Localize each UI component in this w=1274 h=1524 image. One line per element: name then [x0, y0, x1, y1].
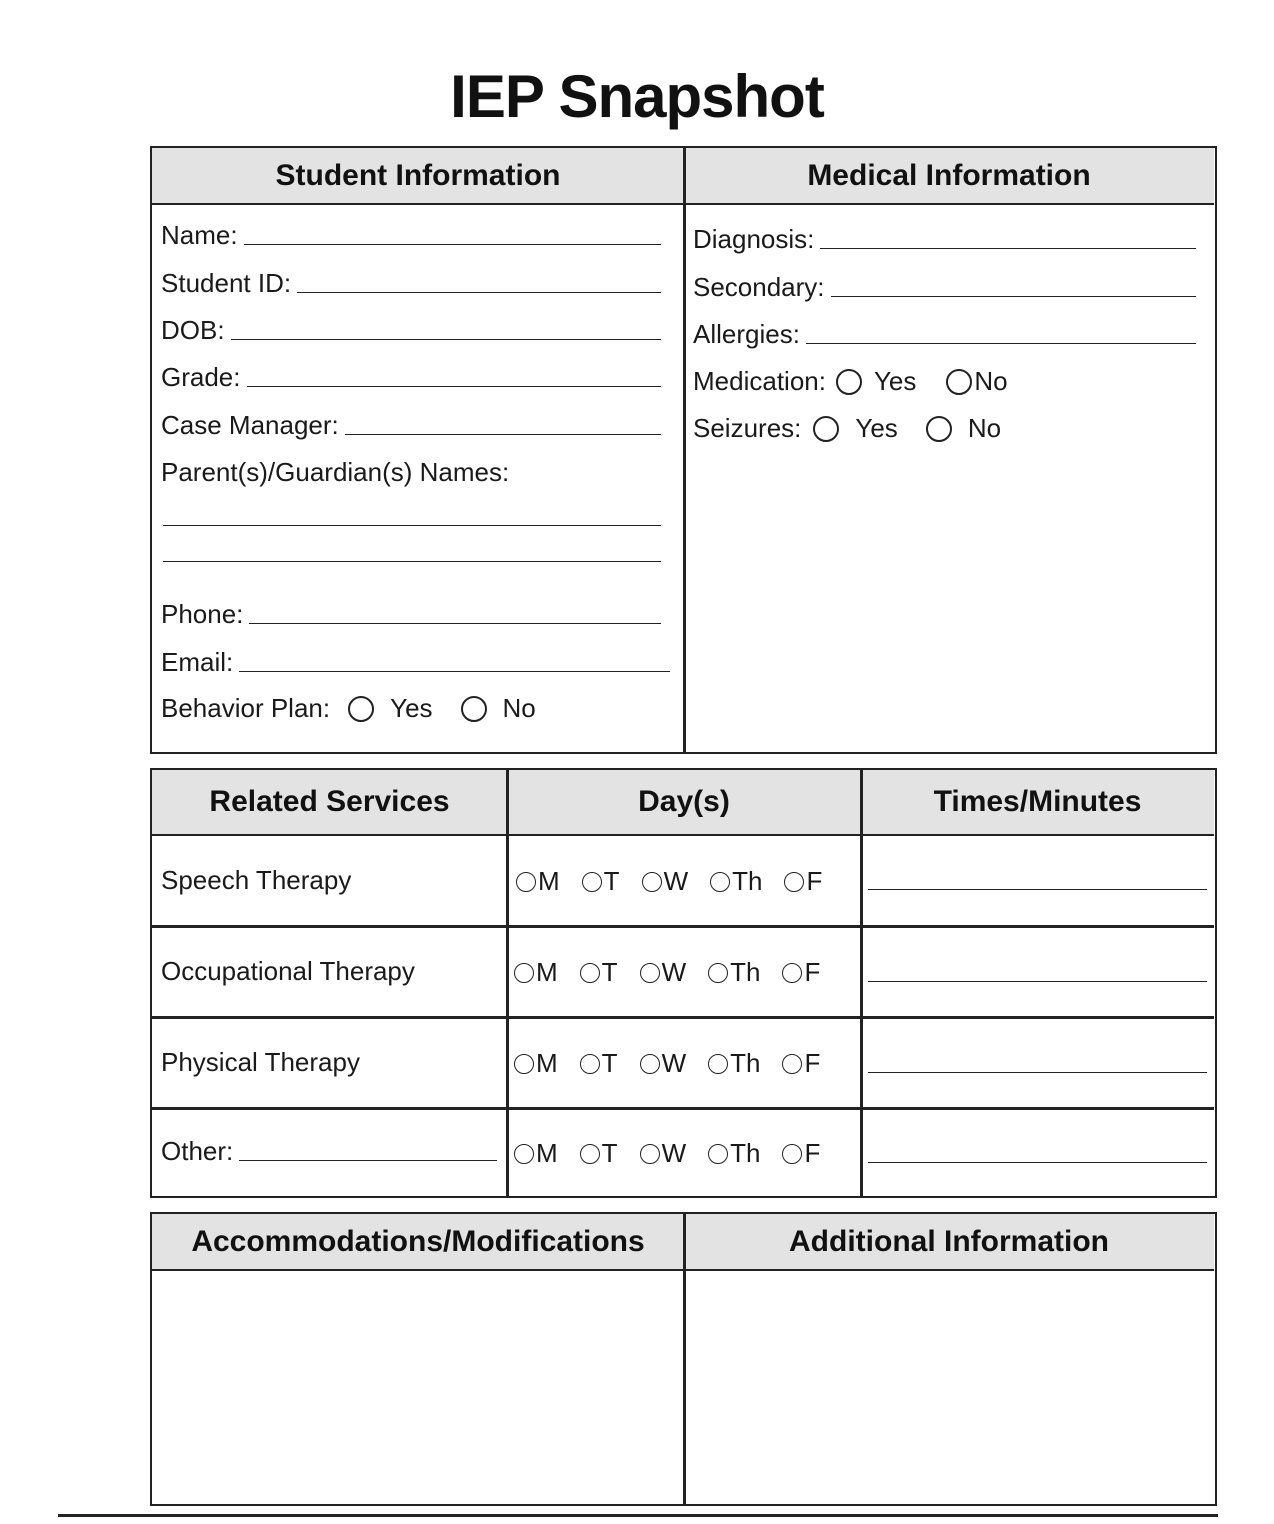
day-w-option[interactable]: W	[640, 1048, 687, 1079]
radio-circle-icon[interactable]	[784, 872, 804, 892]
day-m-option[interactable]: M	[514, 957, 558, 988]
student-id-field[interactable]: Student ID:	[161, 268, 661, 299]
diagnosis-field[interactable]: Diagnosis:	[693, 224, 1196, 255]
day-th-option[interactable]: Th	[708, 957, 760, 988]
radio-circle-icon[interactable]	[642, 872, 662, 892]
radio-circle-icon[interactable]	[640, 1054, 660, 1074]
days-physical	[514, 1048, 842, 1079]
day-w-option[interactable]: W	[640, 1138, 687, 1169]
row-divider	[152, 925, 1214, 928]
radio-circle-icon[interactable]	[348, 696, 374, 722]
page-title: IEP Snapshot	[450, 63, 824, 130]
services-col-header: Related Services	[152, 770, 507, 836]
times-col-header: Times/Minutes	[861, 770, 1214, 836]
radio-circle-icon[interactable]	[782, 1054, 802, 1074]
related-services-table	[150, 768, 1217, 1198]
day-m-option[interactable]: M	[514, 1138, 558, 1169]
accommodations-header: Accommodations/Modifications	[152, 1214, 684, 1271]
radio-circle-icon[interactable]	[710, 872, 730, 892]
name-field[interactable]: Name:	[161, 220, 661, 251]
days-occupational	[514, 957, 842, 988]
times-line[interactable]	[868, 981, 1207, 982]
service-other-field[interactable]: Other:	[161, 1136, 497, 1167]
radio-circle-icon[interactable]	[926, 416, 952, 442]
behavior-plan-no-radio[interactable]: No	[461, 693, 536, 724]
radio-circle-icon[interactable]	[514, 1054, 534, 1074]
radio-circle-icon[interactable]	[516, 872, 536, 892]
day-m-option[interactable]: M	[516, 866, 560, 897]
seizures-no-radio[interactable]: No	[926, 413, 1001, 444]
medical-info-heading: Medical Information	[807, 159, 1091, 192]
day-t-option[interactable]: T	[580, 957, 618, 988]
radio-circle-icon[interactable]	[782, 1144, 802, 1164]
times-line[interactable]	[868, 889, 1207, 890]
bottom-divider	[58, 1514, 1218, 1517]
behavior-plan-row	[161, 693, 536, 724]
days-col-header: Day(s)	[507, 770, 861, 836]
days-speech	[516, 866, 844, 897]
col-divider	[860, 770, 863, 1196]
radio-circle-icon[interactable]	[836, 369, 862, 395]
medication-label: Medication:	[693, 366, 826, 396]
guardians-label: Parent(s)/Guardian(s) Names:	[161, 457, 510, 487]
times-line[interactable]	[868, 1162, 1207, 1163]
day-th-option[interactable]: Th	[710, 866, 762, 897]
medication-no-radio[interactable]: No	[946, 366, 1007, 397]
day-t-option[interactable]: T	[582, 866, 620, 897]
times-line[interactable]	[868, 1072, 1207, 1073]
radio-circle-icon[interactable]	[813, 416, 839, 442]
radio-circle-icon[interactable]	[708, 963, 728, 983]
medication-yes-radio[interactable]: Yes	[836, 366, 916, 397]
radio-circle-icon[interactable]	[514, 963, 534, 983]
day-th-option[interactable]: Th	[708, 1048, 760, 1079]
additional-info-area[interactable]	[686, 1271, 1214, 1504]
seizures-row	[693, 413, 1001, 444]
radio-circle-icon[interactable]	[946, 369, 972, 395]
radio-circle-icon[interactable]	[640, 1144, 660, 1164]
radio-circle-icon[interactable]	[708, 1054, 728, 1074]
seizures-label: Seizures:	[693, 413, 802, 443]
service-occupational-label: Occupational Therapy	[161, 956, 415, 986]
accommodations-section	[150, 1212, 1217, 1506]
grade-field[interactable]: Grade:	[161, 362, 661, 393]
radio-circle-icon[interactable]	[580, 1054, 600, 1074]
day-f-option[interactable]: F	[782, 957, 820, 988]
radio-circle-icon[interactable]	[514, 1144, 534, 1164]
radio-circle-icon[interactable]	[461, 696, 487, 722]
day-t-option[interactable]: T	[580, 1048, 618, 1079]
dob-field[interactable]: DOB:	[161, 315, 661, 346]
day-m-option[interactable]: M	[514, 1048, 558, 1079]
guardian-line-2[interactable]	[163, 561, 661, 562]
section-divider	[683, 148, 686, 752]
day-f-option[interactable]: F	[782, 1048, 820, 1079]
radio-circle-icon[interactable]	[640, 963, 660, 983]
email-field[interactable]: Email:	[161, 647, 670, 678]
phone-field[interactable]: Phone:	[161, 599, 661, 630]
medical-info-header	[684, 148, 1214, 205]
radio-circle-icon[interactable]	[580, 1144, 600, 1164]
row-divider	[152, 1016, 1214, 1019]
day-w-option[interactable]: W	[642, 866, 689, 897]
radio-circle-icon[interactable]	[782, 963, 802, 983]
day-f-option[interactable]: F	[782, 1138, 820, 1169]
additional-info-header: Additional Information	[684, 1214, 1214, 1271]
day-th-option[interactable]: Th	[708, 1138, 760, 1169]
day-t-option[interactable]: T	[580, 1138, 618, 1169]
service-speech-label: Speech Therapy	[161, 865, 352, 895]
day-w-option[interactable]: W	[640, 957, 687, 988]
col-divider	[506, 770, 509, 1196]
student-info-heading: Student Information	[275, 159, 561, 192]
day-f-option[interactable]: F	[784, 866, 822, 897]
student-medical-section	[150, 146, 1217, 754]
days-other	[514, 1138, 842, 1169]
behavior-plan-yes-radio[interactable]: Yes	[348, 693, 432, 724]
case-manager-field[interactable]: Case Manager:	[161, 410, 661, 441]
service-physical-label: Physical Therapy	[161, 1047, 360, 1077]
secondary-field[interactable]: Secondary:	[693, 272, 1196, 303]
allergies-field[interactable]: Allergies:	[693, 319, 1196, 350]
guardian-line-1[interactable]	[163, 525, 661, 526]
accommodations-area[interactable]	[152, 1271, 682, 1504]
radio-circle-icon[interactable]	[580, 963, 600, 983]
behavior-plan-label: Behavior Plan:	[161, 693, 331, 723]
student-info-header	[152, 148, 684, 205]
seizures-yes-radio[interactable]: Yes	[813, 413, 897, 444]
radio-circle-icon[interactable]	[582, 872, 602, 892]
medication-row	[693, 366, 1008, 397]
row-divider	[152, 1107, 1214, 1110]
radio-circle-icon[interactable]	[708, 1144, 728, 1164]
